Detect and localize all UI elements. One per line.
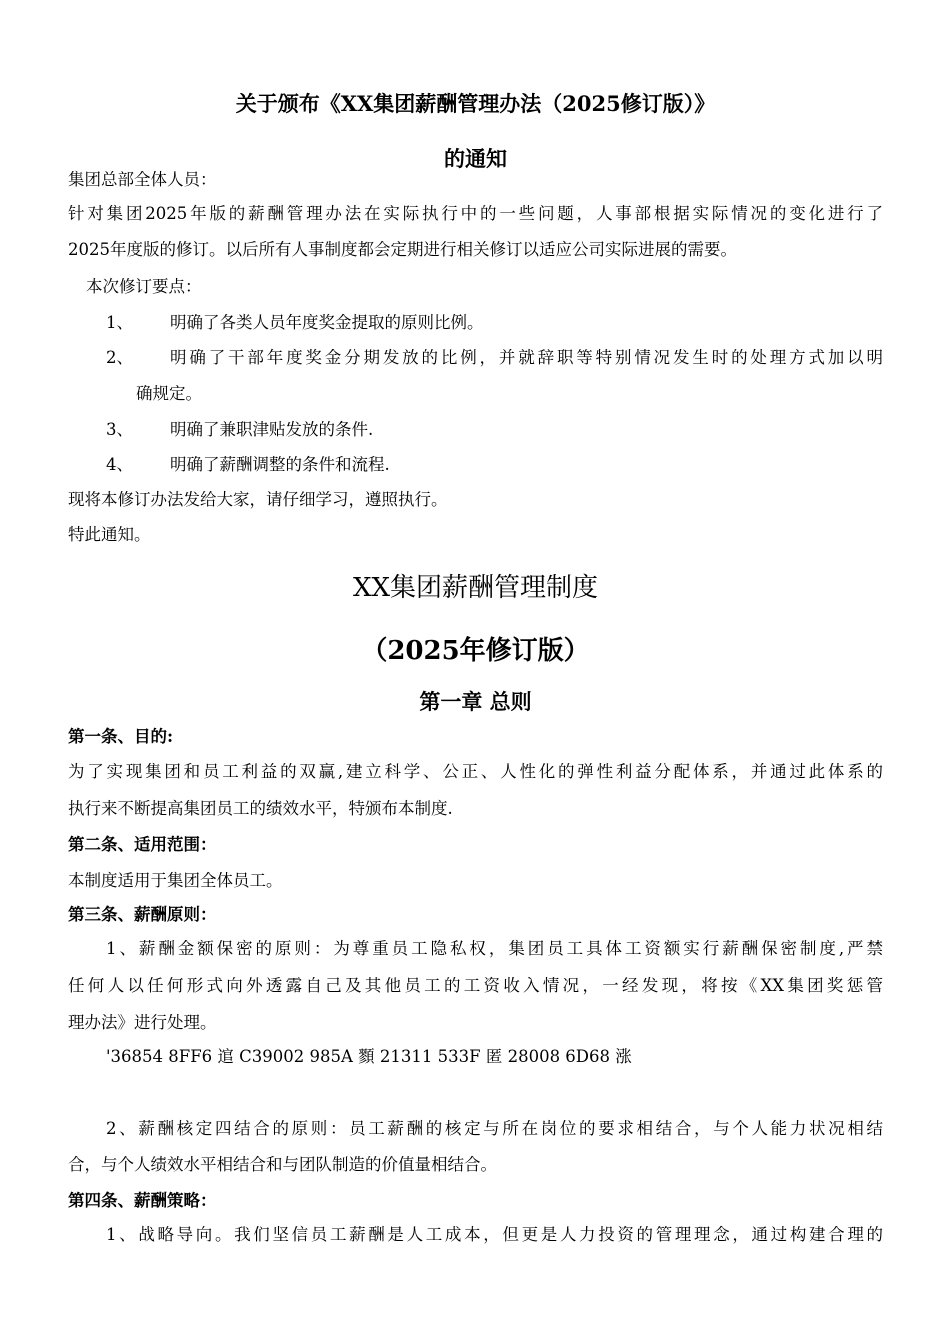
article3-p1-line2: 任何人以任何形式向外透露自己及其他员工的工资收入情况，一经发现，将按《XX集团奖惩管 [68, 976, 883, 995]
point-number: 3、 [106, 420, 133, 439]
point-text: 明确了兼职津贴发放的条件. [170, 420, 374, 439]
article1-line1: 为了实现集团和员工利益的双赢,建立科学、公正、人性化的弹性利益分配体系，并通过此体系的 [68, 762, 883, 781]
notice-title-line2: 的通知 [444, 146, 507, 171]
notice-title-line1: 关于颁布《XX集团薪酬管理办法（2025修订版）》 [235, 91, 716, 116]
regulation-subtitle: （2025年修订版） [361, 636, 590, 666]
point-number: 2、 [106, 348, 133, 367]
article4-p1-line1: 1、战略导向。我们坚信员工薪酬是人工成本，但更是人力投资的管理理念，通过构建合理的 [106, 1225, 883, 1244]
notice-closing1: 现将本修订办法发给大家，请仔细学习，遵照执行。 [68, 490, 448, 509]
article1-line2: 执行来不断提高集团员工的绩效水平，特颁布本制度. [68, 799, 453, 818]
article3-p2-line1: 2、薪酬核定四结合的原则：员工薪酬的核定与所在岗位的要求相结合，与个人能力状况相结 [106, 1119, 883, 1138]
article2-text: 本制度适用于集团全体员工。 [68, 871, 283, 890]
notice-points-heading: 本次修订要点： [86, 277, 202, 296]
chapter-heading: 第一章 总则 [419, 689, 532, 714]
notice-salutation: 集团总部全体人员： [68, 170, 217, 189]
article3-heading: 第三条、薪酬原则： [68, 905, 217, 924]
article3-p1-line3: 理办法》进行处理。 [68, 1013, 217, 1032]
point-text: 明确了薪酬调整的条件和流程. [170, 455, 390, 474]
article2-heading: 第二条、适用范围： [68, 835, 217, 854]
point-text: 明确了干部年度奖金分期发放的比例，并就辞职等特别情况发生时的处理方式加以明 [170, 348, 883, 367]
point-number: 1、 [106, 313, 133, 332]
notice-closing2: 特此通知。 [68, 525, 151, 544]
point-text: 明确了各类人员年度奖金提取的原则比例。 [170, 313, 484, 332]
article3-p1-line1: 1、薪酬金额保密的原则：为尊重员工隐私权，集团员工具体工资额实行薪酬保密制度,严禁 [106, 939, 883, 958]
regulation-title: XX集团薪酬管理制度 [352, 573, 599, 603]
notice-para1-line1: 针对集团2025年版的薪酬管理办法在实际执行中的一些问题，人事部根据实际情况的变化进行了 [68, 204, 883, 223]
point-number: 4、 [106, 455, 133, 474]
article1-heading: 第一条、目的: [68, 727, 174, 746]
article4-heading: 第四条、薪酬策略： [68, 1191, 217, 1210]
notice-para1-line2: 2025年度版的修订。以后所有人事制度都会定期进行相关修订以适应公司实际进展的需要。 [68, 240, 737, 259]
garbled-code-line: '36854 8FF6 逭 C39002 985A 顟 21311 533F 匿 28008 6D68 涨 [106, 1047, 632, 1066]
article3-p2-line2: 合，与个人绩效水平相结合和与团队制造的价值量相结合。 [68, 1155, 497, 1174]
point-text-continued: 确规定。 [136, 384, 202, 403]
